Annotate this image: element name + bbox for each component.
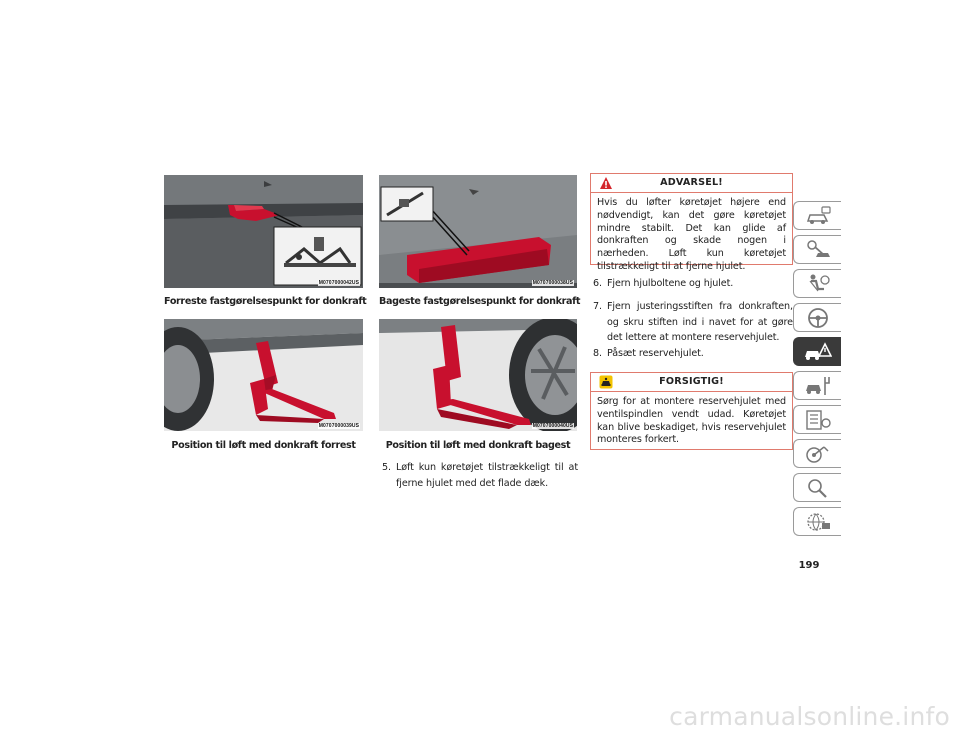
warning-box [590, 173, 793, 272]
steering-wheel-icon [804, 307, 832, 329]
tab-multimedia[interactable] [793, 439, 841, 468]
rear-jack-point-image [379, 175, 577, 288]
tab-index[interactable] [793, 473, 841, 502]
front-jack-point-image [164, 175, 363, 288]
figure-code: M0707000038US [532, 280, 573, 286]
warning-text: Hvis du løfter køretøjet højere end nødvendigt, kan det gøre køretøjet mindre stabilt. Det kan glide af donkraften og skade nogen i nærheden. Løft kun køretøjet tilstrækkeligt til at fjerne hjulet. [597, 197, 786, 272]
page-number: 199 [798, 560, 820, 571]
tab-seatbelt-airbag[interactable] [793, 269, 841, 298]
warning-title: ADVARSEL! [660, 177, 723, 188]
figure-caption: Position til løft med donkraft forrest [171, 440, 356, 451]
figure-caption: Forreste fastgørelsespunkt for donkraft [164, 296, 367, 307]
step-number: 8. [593, 348, 602, 359]
seatbelt-airbag-icon [804, 273, 832, 295]
caution-text: Sørg for at montere reservehjulet med ventilspindlen vendt udad. Køretøjet kan blive beskadiget, hvis reservehjulet monteres forkert. [597, 396, 786, 446]
specifications-list-icon [804, 409, 832, 431]
tab-emergency[interactable] [793, 337, 841, 366]
step-item [382, 460, 578, 491]
tab-steering-wheel[interactable] [793, 303, 841, 332]
step-item [593, 299, 793, 346]
key-car-icon [804, 239, 832, 261]
tab-language[interactable] [793, 507, 841, 536]
step-text: Fjern justeringsstiften fra donkraften, og skru stiften ind i navet for at gøre det lettere at montere reservehjulet. [607, 301, 793, 343]
figure-caption: Position til løft med donkraft bagest [385, 440, 571, 451]
tab-car-dashboard[interactable] [793, 201, 841, 230]
step-item [593, 346, 793, 362]
car-emergency-warning-icon [804, 341, 832, 363]
tab-specifications[interactable] [793, 405, 841, 434]
front-jack-position-image [164, 319, 363, 431]
tab-service[interactable] [793, 371, 841, 400]
warning-header [591, 174, 792, 193]
multimedia-icon [804, 443, 832, 465]
step-text: Påsæt reservehjulet. [607, 348, 704, 359]
step-item [593, 276, 793, 292]
step-text: Fjern hjulboltene og hjulet. [607, 278, 734, 289]
step-number: 7. [593, 301, 602, 312]
warning-triangle-icon [599, 176, 613, 190]
language-globe-icon [804, 511, 832, 533]
figure-caption: Bageste fastgørelsespunkt for donkraft [379, 296, 581, 307]
tab-key-car[interactable] [793, 235, 841, 264]
step-number: 6. [593, 278, 602, 289]
car-service-tools-icon [804, 375, 832, 397]
step-number: 5. [382, 462, 391, 473]
figure-code: M0707000042US [318, 280, 359, 286]
caution-box [590, 372, 793, 450]
caution-car-icon [599, 375, 613, 389]
figure-code: M0707000040US [532, 423, 573, 429]
car-dashboard-icon [804, 205, 832, 227]
rear-jack-position-image [379, 319, 577, 431]
watermark: carmanualsonline.info [669, 702, 950, 731]
caution-header [591, 373, 792, 392]
figure-code: M0707000039US [318, 423, 359, 429]
caution-title: FORSIGTIG! [659, 376, 724, 387]
step-text: Løft kun køretøjet tilstrækkeligt til at fjerne hjulet med det flade dæk. [396, 462, 578, 489]
magnifier-index-icon [804, 477, 832, 499]
